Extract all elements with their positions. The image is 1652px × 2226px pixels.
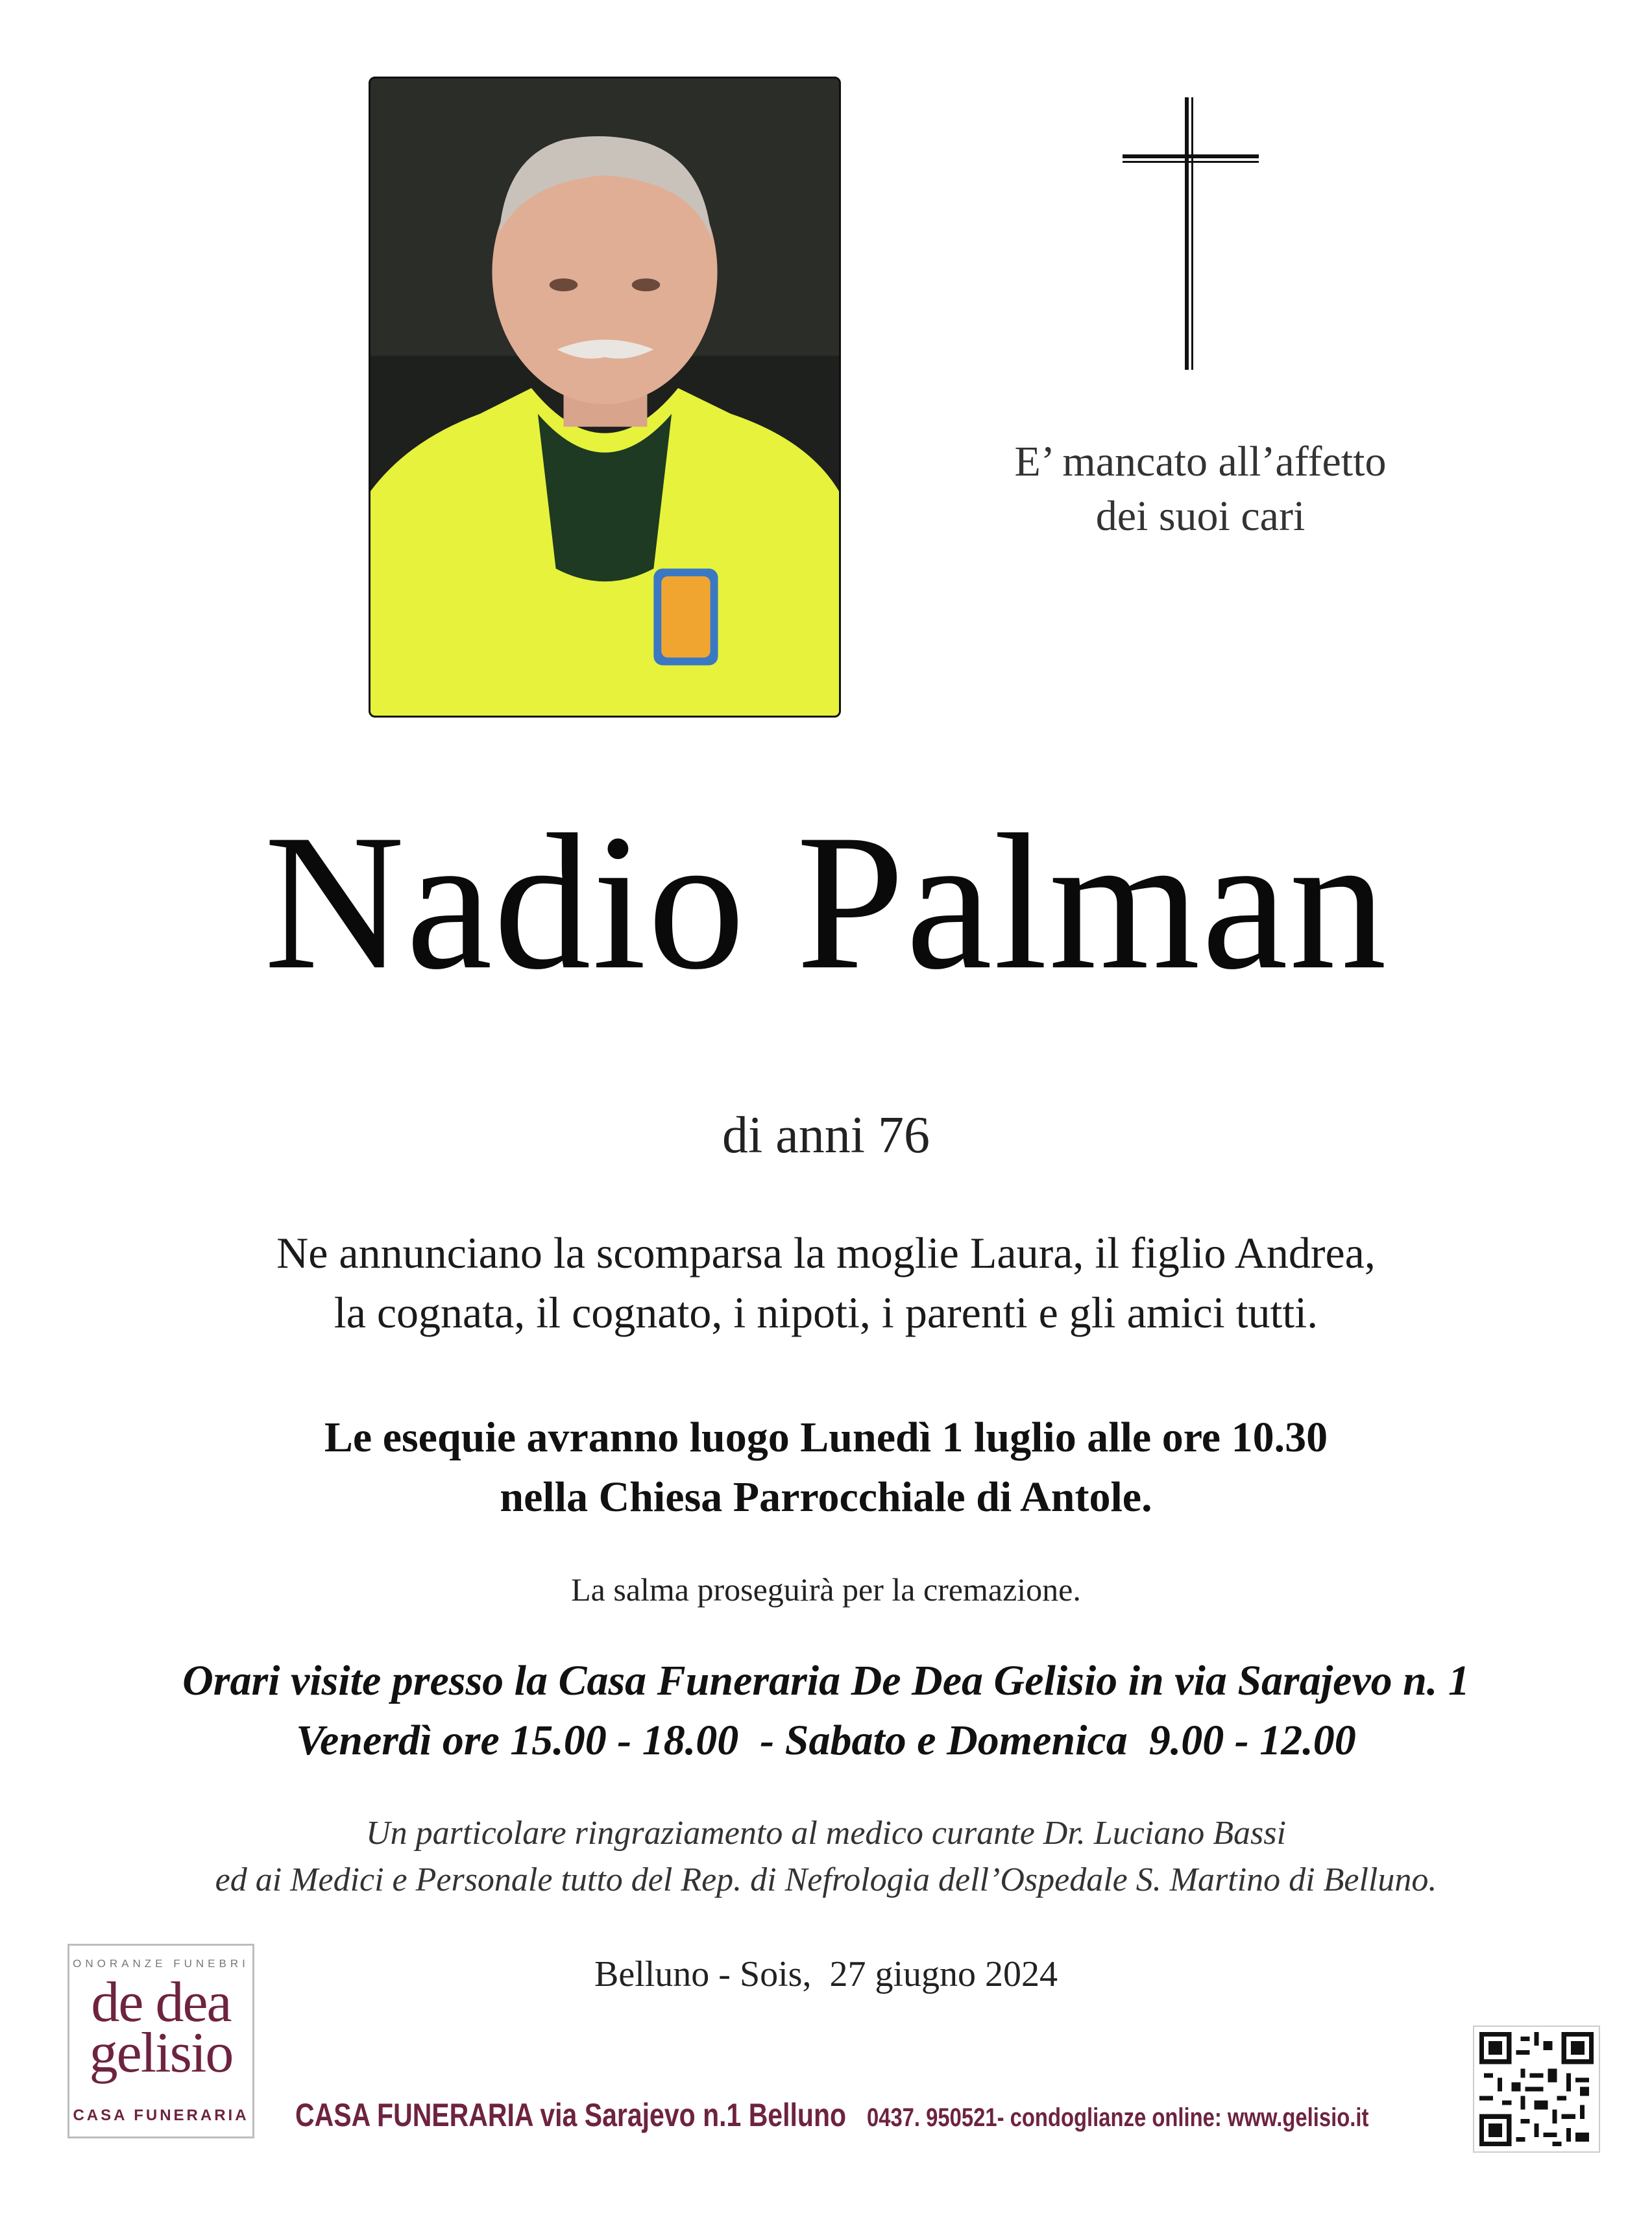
visiting-hours — [0, 1651, 1652, 1771]
thanks-line-1: Un particolare ringraziamento al medico curante Dr. Luciano Bassi — [366, 1815, 1286, 1852]
qr-code-icon[interactable] — [1473, 2026, 1600, 2153]
footer-contacts: 0437. 950521- condoglianze online: www.gelisio.it — [866, 2103, 1369, 2132]
announcement-text — [0, 1223, 1652, 1342]
visits-line-1: Orari visite presso la Casa Funeraria De Dea Gelisio in via Sarajevo n. 1 — [182, 1657, 1470, 1704]
funeral-line-1: Le esequie avranno luogo Lunedì 1 luglio alle ore 10.30 — [324, 1414, 1328, 1461]
condolence-text — [934, 435, 1466, 544]
thanks-line-2: ed ai Medici e Personale tutto del Rep. di Nefrologia dell’Ospedale S. Martino di Belluno. — [215, 1861, 1437, 1898]
logo-brand-line-2: gelisio — [89, 2022, 233, 2085]
thanks-text — [0, 1810, 1652, 1904]
logo-top-text: ONORANZE FUNEBRI — [73, 1957, 249, 1970]
funeral-line-2: nella Chiesa Parrocchiale di Antole. — [500, 1473, 1152, 1521]
cremation-note: La salma proseguirà per la cremazione. — [571, 1571, 1081, 1608]
announcement-line-2: la cognata, il cognato, i nipoti, i parenti e gli amici tutti. — [334, 1288, 1318, 1337]
visits-line-2: Venerdì ore 15.00 - 18.00 - Sabato e Domenica 9.00 - 12.00 — [296, 1717, 1356, 1764]
condolence-line-1: E’ mancato all’affetto — [1014, 438, 1387, 485]
footer-address: CASA FUNERARIA via Sarajevo n.1 Belluno — [295, 2097, 847, 2133]
age-text: di anni 76 — [722, 1107, 930, 1164]
deceased-name: Nadio Palman — [263, 794, 1388, 1010]
place-date: Belluno - Sois, 27 giugno 2024 — [594, 1954, 1058, 1994]
logo-brand-line-1: de dea — [91, 1971, 231, 2034]
portrait-photo — [369, 77, 841, 718]
logo-bottom-text: CASA FUNERARIA — [73, 2107, 249, 2124]
condolence-line-2: dei suoi cari — [1095, 492, 1306, 540]
cross-icon — [1123, 97, 1259, 370]
footer — [295, 2092, 1369, 2140]
funeral-home-logo — [67, 1944, 254, 2138]
funeral-info — [0, 1408, 1652, 1527]
announcement-line-1: Ne annunciano la scomparsa la moglie Laura, il figlio Andrea, — [276, 1228, 1376, 1277]
